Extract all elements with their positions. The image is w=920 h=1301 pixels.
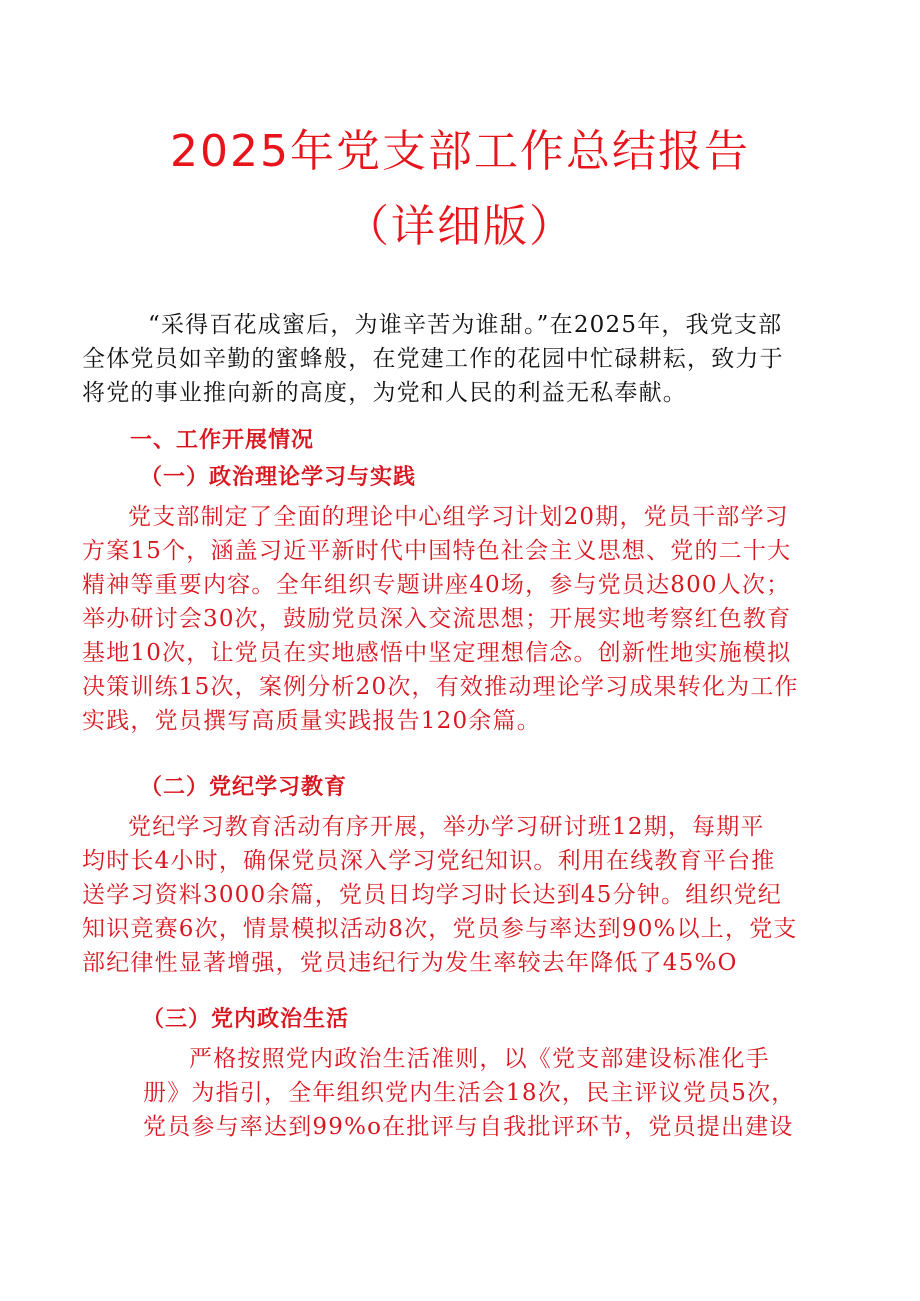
body-line: 决策训练15次，案例分析20次，有效推动理论学习成果转化为工作 — [82, 674, 799, 700]
document-subtitle: （详细版） — [345, 201, 575, 252]
subsection-3-body — [143, 1042, 796, 1144]
body-line: 知识竞赛6次，情景模拟活动8次，党员参与率达到90%以上，党支 — [82, 916, 798, 942]
body-line: 均时长4小时，确保党员深入学习党纪知识。利用在线教育平台推 — [82, 848, 776, 874]
body-line: 党支部制定了全面的理论中心组学习计划20期，党员干部学习 — [128, 504, 789, 530]
intro-line: 全体党员如辛勤的蜜蜂般，在党建工作的花园中忙碌耕耘，致力于 — [82, 346, 784, 372]
body-line: 送学习资料3000余篇，党员日均学习时长达到45分钟。组织党纪 — [82, 882, 782, 908]
section-heading-1: 一、工作开展情况 — [130, 428, 315, 453]
body-line: 方案15个，涵盖习近平新时代中国特色社会主义思想、党的二十大 — [82, 538, 792, 564]
body-line: 部纪律性显著增强，党员违纪行为发生率较去年降低了45%O — [82, 950, 738, 976]
body-line: 举办研讨会30次，鼓励党员深入交流思想；开展实地考察红色教育 — [82, 606, 792, 632]
intro-paragraph — [82, 308, 784, 410]
body-line: 党员参与率达到99%o在批评与自我批评环节，党员提出建设 — [143, 1114, 794, 1140]
subsection-heading-1: （一）政治理论学习与实践 — [140, 465, 417, 490]
intro-line: 将党的事业推向新的高度，为党和人民的利益无私奉献。 — [82, 380, 687, 406]
body-line: 精神等重要内容。全年组织专题讲座40场，参与党员达800人次； — [82, 572, 791, 598]
subsection-heading-2: （二）党纪学习教育 — [140, 775, 348, 800]
subsection-heading-3: （三）党内政治生活 — [142, 1007, 350, 1032]
subsection-2-body — [82, 810, 798, 980]
subsection-1-body — [82, 500, 799, 738]
body-line: 严格按照党内政治生活准则，以《党支部建设标准化手 — [189, 1046, 770, 1072]
intro-line: “采得百花成蜜后，为谁辛苦为谁甜。”在2025年，我党支部 — [148, 312, 783, 338]
document-title: 2025年党支部工作总结报告 — [170, 126, 750, 177]
body-line: 实践，党员撰写高质量实践报告120余篇。 — [82, 708, 541, 734]
body-line: 基地10次，让党员在实地感悟中坚定理想信念。创新性地实施模拟 — [82, 640, 792, 666]
body-line: 册》为指引，全年组织党内生活会18次，民主评议党员5次， — [143, 1080, 796, 1106]
body-line: 党纪学习教育活动有序开展，举办学习研讨班12期，每期平 — [128, 814, 765, 840]
